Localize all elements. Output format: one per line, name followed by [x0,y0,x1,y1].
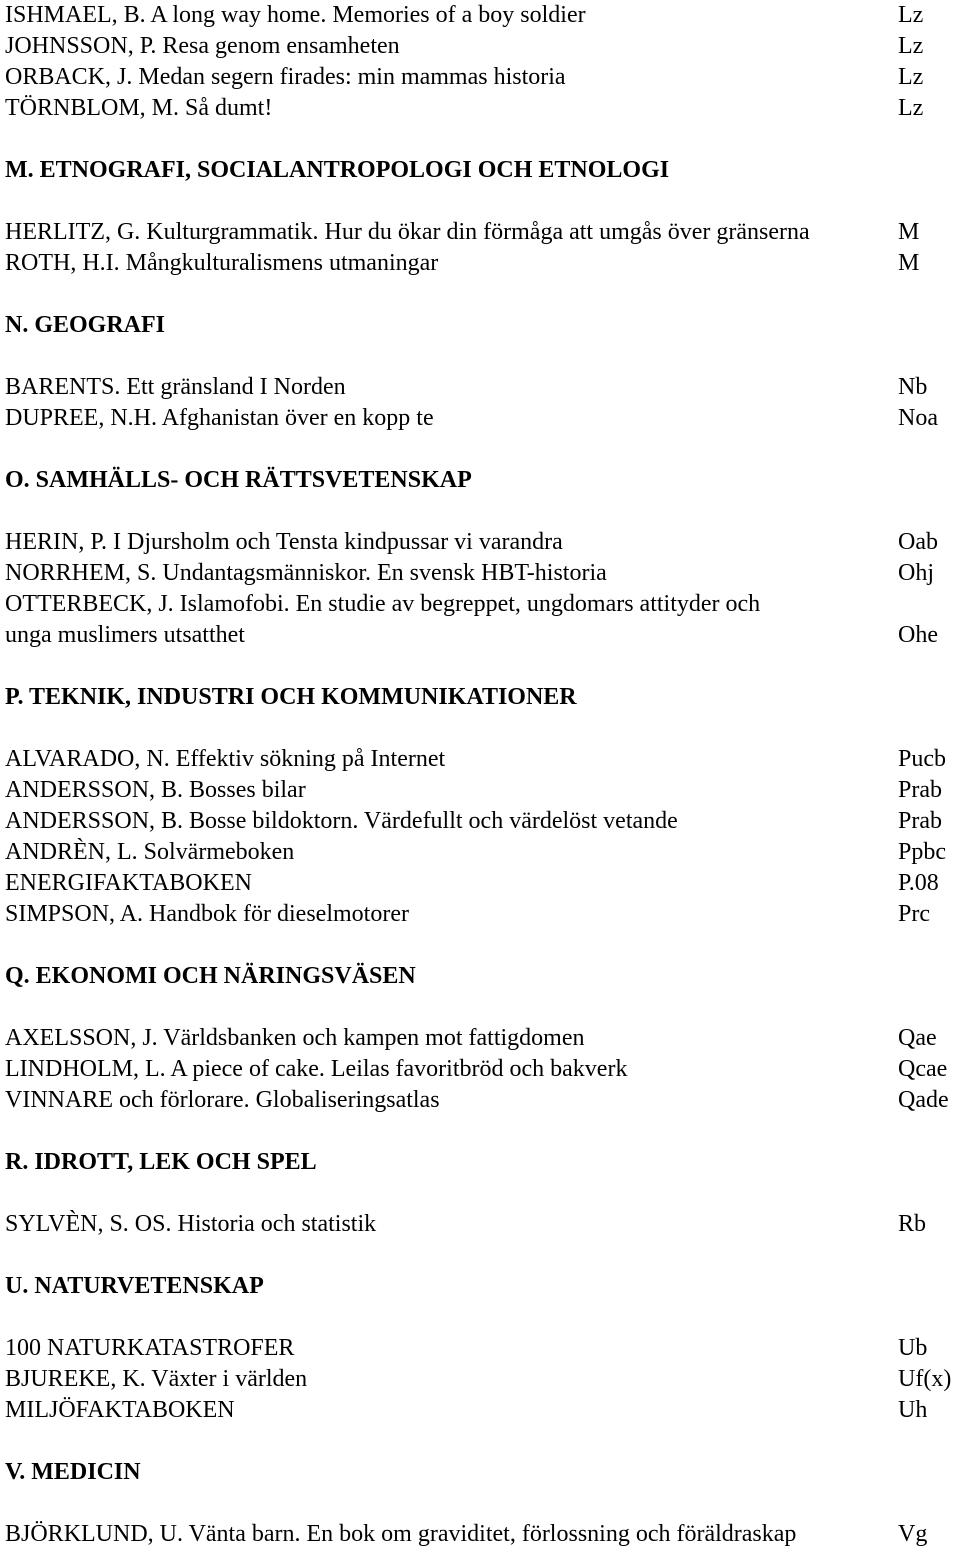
entry-title: HERIN, P. I Djursholm och Tensta kindpussar vi varandra [5,529,563,555]
catalog-entry [5,775,960,806]
catalog-entry [5,372,960,403]
section-heading: U. NATURVETENSKAP [5,1273,264,1299]
entry-title: TÖRNBLOM, M. Så dumt! [5,95,273,121]
catalog-entry [5,868,960,899]
entry-title: LINDHOLM, L. A piece of cake. Leilas favoritbröd och bakverk [5,1056,628,1082]
catalog-entry [5,589,960,620]
catalog-entry [5,899,960,930]
section-heading: R. IDROTT, LEK OCH SPEL [5,1149,317,1175]
catalog-entry [5,0,960,31]
entry-title: BARENTS. Ett gränsland I Norden [5,374,346,400]
entry-title: NORRHEM, S. Undantagsmänniskor. En svensk HBT-historia [5,560,607,586]
entry-title: DUPREE, N.H. Afghanistan över en kopp te [5,405,434,431]
entry-title: ANDRÈN, L. Solvärmeboken [5,839,295,865]
entry-title: JOHNSSON, P. Resa genom ensamheten [5,33,400,59]
shelf-code: Uf(x) [898,1366,952,1392]
catalog-entry [5,1395,960,1426]
entry-title: BJUREKE, K. Växter i världen [5,1366,308,1392]
entry-title: ANDERSSON, B. Bosse bildoktorn. Värdefullt och värdelöst vetande [5,808,678,834]
entry-title: unga muslimers utsatthet [5,622,245,648]
catalog-entry [5,558,960,589]
entry-title: AXELSSON, J. Världsbanken och kampen mot fattigdomen [5,1025,585,1051]
section-heading: O. SAMHÄLLS- OCH RÄTTSVETENSKAP [5,467,472,493]
entry-title: VINNARE och förlorare. Globaliseringsatlas [5,1087,440,1113]
entry-title: MILJÖFAKTABOKEN [5,1397,235,1423]
section-heading: N. GEOGRAFI [5,312,166,338]
shelf-code: Prab [898,777,942,803]
entry-title: BJÖRKLUND, U. Vänta barn. En bok om graviditet, förlossning och föräldraskap [5,1521,797,1547]
shelf-code: Noa [898,405,938,431]
shelf-code: Lz [898,33,924,59]
shelf-code: Lz [898,2,924,28]
entry-title: ALVARADO, N. Effektiv sökning på Internet [5,746,446,772]
shelf-code: Ub [898,1335,928,1361]
catalog-entry [5,1519,960,1550]
shelf-code: Qade [898,1087,949,1113]
shelf-code: P.08 [898,870,939,896]
shelf-code: Lz [898,95,924,121]
catalog-entry [5,1364,960,1395]
catalog-entry [5,620,960,651]
catalog-entry [5,1085,960,1116]
shelf-code: M [898,219,920,245]
catalog-entry [5,1209,960,1240]
catalog-entry [5,31,960,62]
catalog-entry [5,217,960,248]
catalog-entry [5,62,960,93]
catalog-entry [5,837,960,868]
catalog-entry [5,1054,960,1085]
shelf-code: Ohe [898,622,938,648]
entry-title: HERLITZ, G. Kulturgrammatik. Hur du ökar din förmåga att umgås över gränserna [5,219,810,245]
section-heading: M. ETNOGRAFI, SOCIALANTROPOLOGI OCH ETNOLOGI [5,157,670,183]
entry-title: ORBACK, J. Medan segern firades: min mammas historia [5,64,566,90]
shelf-code: Oab [898,529,938,555]
entry-title: ANDERSSON, B. Bosses bilar [5,777,306,803]
catalog-entry [5,744,960,775]
shelf-code: Qcae [898,1056,948,1082]
entry-title: SYLVÈN, S. OS. Historia och statistik [5,1211,377,1237]
shelf-code: Prab [898,808,942,834]
entry-title: SIMPSON, A. Handbok för dieselmotorer [5,901,409,927]
catalog-entry [5,1023,960,1054]
catalog-entry [5,1333,960,1364]
section-heading: P. TEKNIK, INDUSTRI OCH KOMMUNIKATIONER [5,684,577,710]
section-heading: Q. EKONOMI OCH NÄRINGSVÄSEN [5,963,416,989]
catalog-entry [5,806,960,837]
shelf-code: Uh [898,1397,928,1423]
shelf-code: Vg [898,1521,928,1547]
shelf-code: Rb [898,1211,927,1237]
shelf-code: Prc [898,901,930,927]
shelf-code: Qae [898,1025,937,1051]
entry-title: 100 NATURKATASTROFER [5,1335,295,1361]
shelf-code: Lz [898,64,924,90]
catalog-entry [5,248,960,279]
entry-title: ENERGIFAKTABOKEN [5,870,252,896]
shelf-code: Pucb [898,746,946,772]
shelf-code: Ppbc [898,839,946,865]
shelf-code: Ohj [898,560,934,586]
shelf-code: M [898,250,920,276]
entry-title: OTTERBECK, J. Islamofobi. En studie av begreppet, ungdomars attityder och [5,591,761,617]
section-heading: V. MEDICIN [5,1459,141,1485]
entry-title: ISHMAEL, B. A long way home. Memories of a boy soldier [5,2,586,28]
shelf-code: Nb [898,374,928,400]
catalog-entry [5,93,960,124]
entry-title: ROTH, H.I. Mångkulturalismens utmaningar [5,250,439,276]
catalog-entry [5,527,960,558]
catalog-entry [5,403,960,434]
